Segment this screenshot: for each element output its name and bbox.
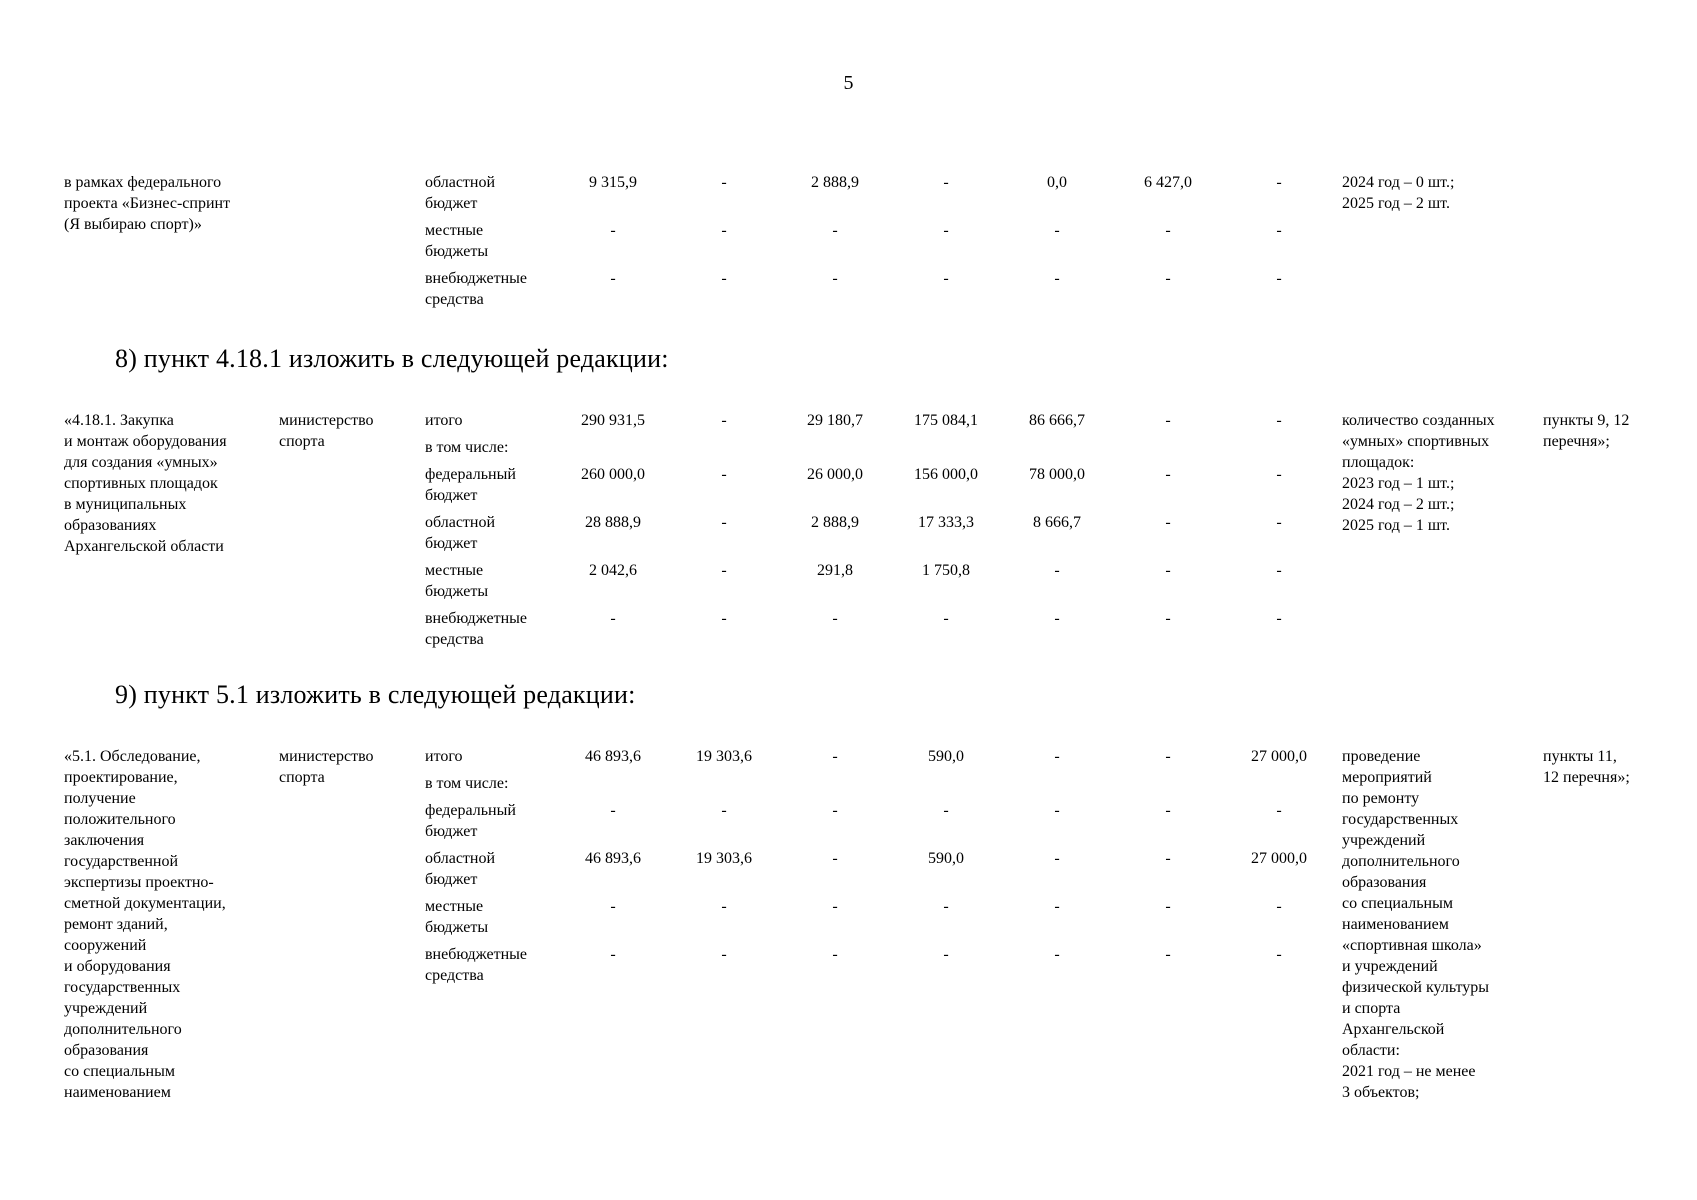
funding-value-col-2: 19 303,6 (696, 850, 752, 867)
measure-name: в рамках федерального проекта «Бизнес-спринт (Я выбираю спорт)» (64, 174, 231, 233)
funding-value-col-4: - (943, 946, 949, 963)
funding-value-col-5: - (1054, 802, 1060, 819)
funding-value-col-6: - (1165, 514, 1171, 531)
funding-value-col-2: - (721, 222, 727, 239)
funding-value-col-2: - (721, 270, 727, 287)
responsible-executor: министерство спорта (279, 748, 374, 786)
funding-source: внебюджетные средства (425, 946, 527, 984)
funding-value-col-3: 29 180,7 (807, 412, 863, 429)
funding-value-col-7: - (1276, 270, 1282, 287)
funding-value-col-5: 78 000,0 (1029, 466, 1085, 483)
funding-source: внебюджетные средства (425, 270, 527, 308)
funding-value-col-6: - (1165, 802, 1171, 819)
funding-value-col-7: - (1276, 412, 1282, 429)
expected-result: проведение мероприятий по ремонту государственных учреждений дополнительного образования со специальным наименованием «спортивная школа» и учреждений физической культуры и спорта Архангельской области: 2021 год – не менее 3 объектов; (1342, 748, 1490, 1101)
expected-result: 2024 год – 0 шт.; 2025 год – 2 шт. (1342, 174, 1455, 212)
funding-value-col-5: - (1054, 610, 1060, 627)
funding-source: федеральный бюджет (425, 466, 516, 504)
funding-value-col-6: 6 427,0 (1144, 174, 1192, 191)
funding-value-col-5: - (1054, 562, 1060, 579)
funding-value-col-4: - (943, 802, 949, 819)
funding-value-col-5: - (1054, 748, 1060, 765)
funding-value-col-6: - (1165, 898, 1171, 915)
funding-source: в том числе: (425, 439, 509, 456)
funding-source: в том числе: (425, 775, 509, 792)
measure-name: «4.18.1. Закупка и монтаж оборудования для создания «умных» спортивных площадок в муниципальных образованиях Архангельской области (64, 412, 227, 555)
funding-value-col-1: - (610, 222, 616, 239)
funding-value-col-7: 27 000,0 (1251, 748, 1307, 765)
funding-value-col-3: 2 888,9 (811, 514, 859, 531)
funding-value-col-3: - (832, 748, 838, 765)
funding-value-col-6: - (1165, 850, 1171, 867)
funding-value-col-4: - (943, 174, 949, 191)
funding-value-col-7: - (1276, 562, 1282, 579)
funding-value-col-2: - (721, 562, 727, 579)
funding-value-col-2: - (721, 898, 727, 915)
funding-value-col-3: 291,8 (817, 562, 853, 579)
funding-source: итого (425, 412, 463, 429)
funding-value-col-7: - (1276, 222, 1282, 239)
funding-value-col-5: 8 666,7 (1033, 514, 1081, 531)
funding-value-col-7: 27 000,0 (1251, 850, 1307, 867)
funding-value-col-7: - (1276, 514, 1282, 531)
funding-value-col-1: 2 042,6 (589, 562, 637, 579)
funding-value-col-2: - (721, 610, 727, 627)
funding-value-col-4: 17 333,3 (918, 514, 974, 531)
funding-value-col-3: 2 888,9 (811, 174, 859, 191)
funding-value-col-2: - (721, 514, 727, 531)
funding-value-col-6: - (1165, 412, 1171, 429)
funding-source: областной бюджет (425, 174, 496, 212)
funding-value-col-3: - (832, 802, 838, 819)
funding-value-col-5: 0,0 (1047, 174, 1067, 191)
amendment-heading-9: 9) пункт 5.1 изложить в следующей редакции: (115, 680, 636, 709)
funding-value-col-1: - (610, 802, 616, 819)
funding-value-col-4: 156 000,0 (914, 466, 978, 483)
funding-value-col-3: - (832, 898, 838, 915)
funding-value-col-7: - (1276, 466, 1282, 483)
responsible-executor: министерство спорта (279, 412, 374, 450)
funding-value-col-5: - (1054, 946, 1060, 963)
page-number: 5 (843, 72, 854, 94)
funding-value-col-1: 46 893,6 (585, 748, 641, 765)
funding-value-col-6: - (1165, 222, 1171, 239)
funding-value-col-7: - (1276, 898, 1282, 915)
funding-value-col-4: - (943, 898, 949, 915)
funding-value-col-5: - (1054, 898, 1060, 915)
funding-value-col-1: - (610, 270, 616, 287)
funding-value-col-2: - (721, 946, 727, 963)
funding-value-col-4: 175 084,1 (914, 412, 978, 429)
funding-value-col-3: - (832, 610, 838, 627)
funding-value-col-5: - (1054, 270, 1060, 287)
funding-value-col-4: 590,0 (928, 850, 964, 867)
funding-value-col-7: - (1276, 174, 1282, 191)
funding-value-col-4: 590,0 (928, 748, 964, 765)
funding-value-col-2: 19 303,6 (696, 748, 752, 765)
funding-value-col-6: - (1165, 466, 1171, 483)
funding-source: итого (425, 748, 463, 765)
funding-value-col-3: - (832, 850, 838, 867)
funding-value-col-7: - (1276, 610, 1282, 627)
funding-value-col-7: - (1276, 946, 1282, 963)
funding-source: областной бюджет (425, 514, 496, 552)
funding-value-col-6: - (1165, 270, 1171, 287)
funding-value-col-5: 86 666,7 (1029, 412, 1085, 429)
measure-name: «5.1. Обследование, проектирование, получение положительного заключения государственной экспертизы проектно- сметной документации, ремонт зданий, сооружений и оборудования государственных учреждений дополнительного образования со специальным наименованием (64, 748, 226, 1101)
funding-value-col-2: - (721, 412, 727, 429)
funding-value-col-4: - (943, 270, 949, 287)
funding-source: местные бюджеты (425, 898, 489, 936)
funding-value-col-1: 260 000,0 (581, 466, 645, 483)
funding-value-col-3: - (832, 222, 838, 239)
amendment-heading-8: 8) пункт 4.18.1 изложить в следующей редакции: (115, 344, 669, 373)
funding-value-col-3: - (832, 946, 838, 963)
funding-value-col-7: - (1276, 802, 1282, 819)
funding-value-col-6: - (1165, 748, 1171, 765)
funding-value-col-3: - (832, 270, 838, 287)
funding-value-col-1: 46 893,6 (585, 850, 641, 867)
funding-value-col-4: - (943, 610, 949, 627)
funding-value-col-6: - (1165, 610, 1171, 627)
expected-result: количество созданных «умных» спортивных площадок: 2023 год – 1 шт.; 2024 год – 2 шт.; 2025 год – 1 шт. (1342, 412, 1495, 534)
funding-value-col-5: - (1054, 850, 1060, 867)
funding-value-col-1: 28 888,9 (585, 514, 641, 531)
funding-source: внебюджетные средства (425, 610, 527, 648)
funding-value-col-2: - (721, 802, 727, 819)
funding-value-col-5: - (1054, 222, 1060, 239)
funding-value-col-2: - (721, 466, 727, 483)
funding-value-col-1: - (610, 946, 616, 963)
funding-source: федеральный бюджет (425, 802, 516, 840)
reference-to-list: пункты 9, 12 перечня»; (1543, 412, 1630, 450)
funding-value-col-4: 1 750,8 (922, 562, 970, 579)
funding-value-col-4: - (943, 222, 949, 239)
funding-value-col-6: - (1165, 562, 1171, 579)
funding-value-col-1: - (610, 610, 616, 627)
funding-source: местные бюджеты (425, 562, 489, 600)
funding-value-col-3: 26 000,0 (807, 466, 863, 483)
funding-value-col-1: 290 931,5 (581, 412, 645, 429)
funding-value-col-2: - (721, 174, 727, 191)
funding-source: областной бюджет (425, 850, 496, 888)
funding-value-col-6: - (1165, 946, 1171, 963)
reference-to-list: пункты 11, 12 перечня»; (1543, 748, 1630, 786)
funding-value-col-1: 9 315,9 (589, 174, 637, 191)
funding-value-col-1: - (610, 898, 616, 915)
funding-source: местные бюджеты (425, 222, 489, 260)
